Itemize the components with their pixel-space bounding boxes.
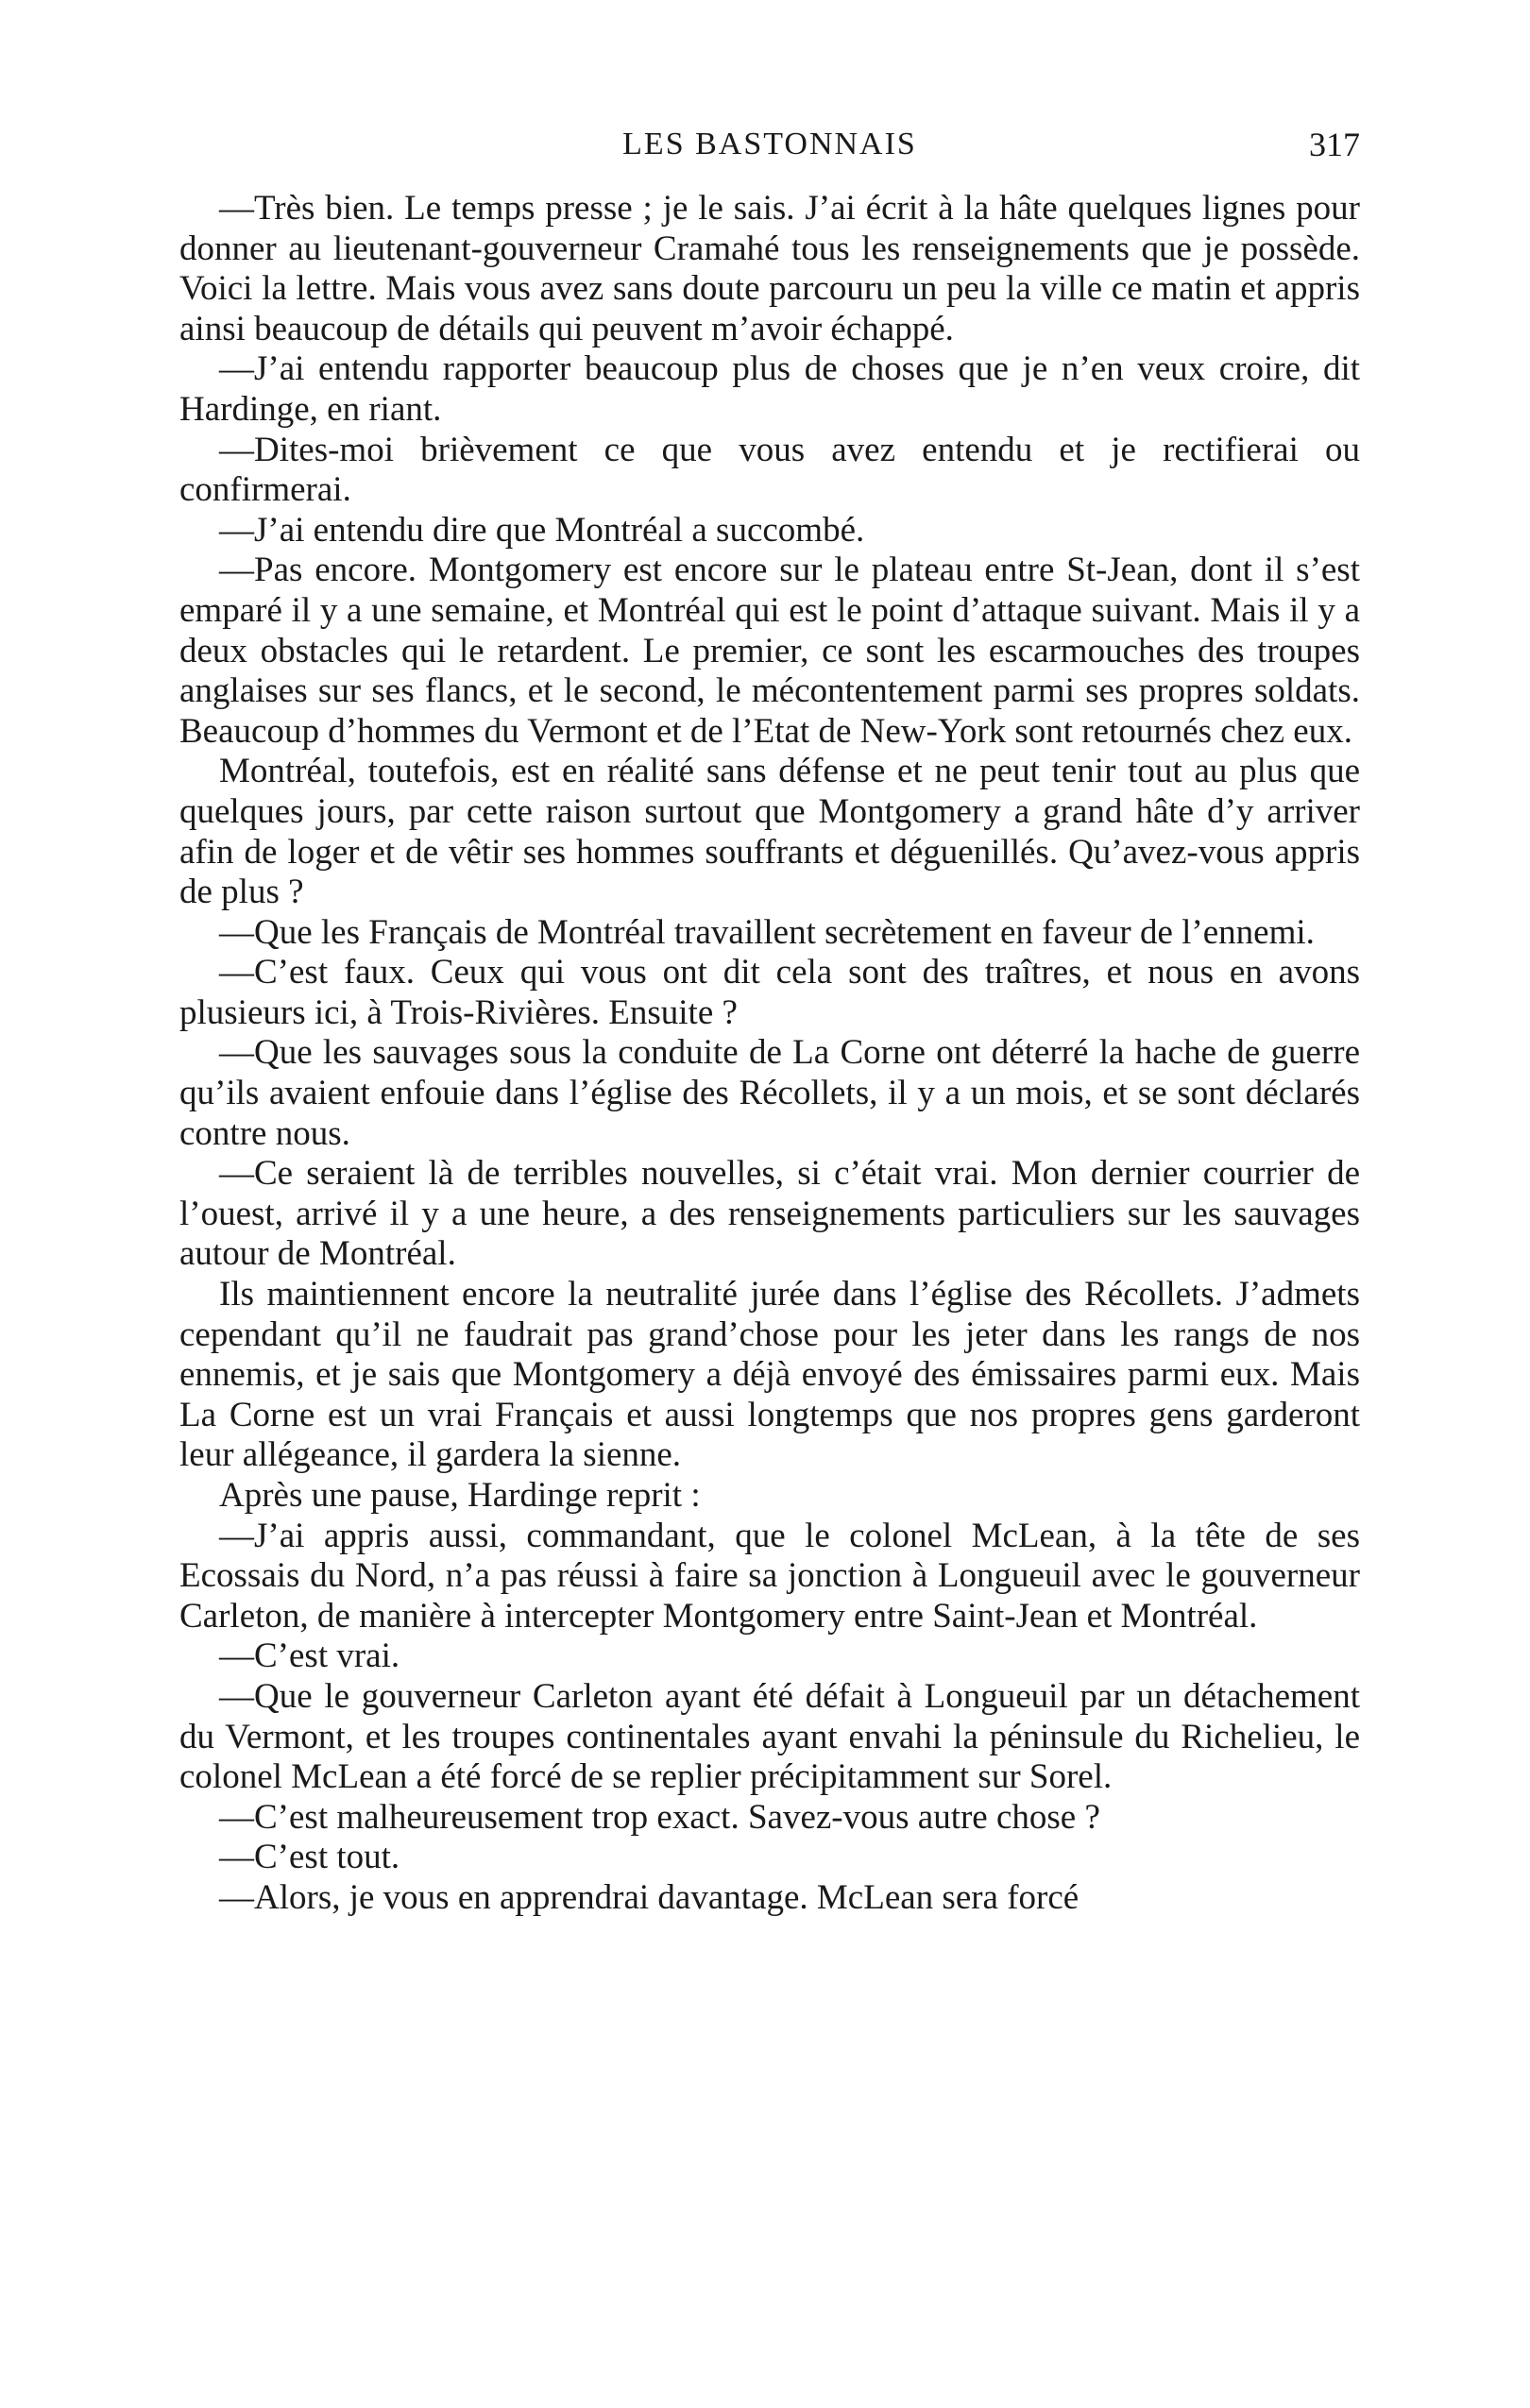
paragraph: Après une pause, Hardinge reprit :	[219, 1476, 701, 1515]
paragraph: —C’est vrai.	[219, 1636, 400, 1676]
paragraph: —Dites-moi brièvement ce que vous avez entendu et je rectifierai ou confirmerai.	[179, 430, 1360, 510]
paragraph: —J’ai appris aussi, commandant, que le colonel McLean, à la tête de ses Ecossais du Nord, n’a pas réussi à faire sa jonction à Longueuil avec le gouverneur Carleton, de manière à intercepter Montgomery entre Saint-Jean et Montréal.	[179, 1516, 1360, 1636]
paragraph: —Que les sauvages sous la conduite de La Corne ont déterré la hache de guerre qu’ils avaient enfouie dans l’église des Récollets, il y a un mois, et se sont déclarés contre nous.	[179, 1033, 1360, 1153]
paragraph: —Pas encore. Montgomery est encore sur le plateau entre St-Jean, dont il s’est emparé il y a une semaine, et Montréal qui est le point d’attaque suivant. Mais il y a deux obstacles qui le retardent. Le premier, ce sont les escarmouches des troupes anglaises sur ses flancs, et le second, le mécontentement parmi ses propres soldats. Beaucoup d’hommes du Vermont et de l’Etat de New-York sont retournés chez eux.	[179, 551, 1360, 751]
paragraph: —Très bien. Le temps presse ; je le sais. J’ai écrit à la hâte quelques lignes pour donner au lieutenant-gouverneur Cramahé tous les renseignements que je possède. Voici la lettre. Mais vous avez sans doute parcouru un peu la ville ce matin et appris ainsi beaucoup de détails qui peuvent m’avoir échappé.	[179, 189, 1360, 348]
paragraph: —J’ai entendu rapporter beaucoup plus de choses que je n’en veux croire, dit Hardinge, en riant.	[179, 349, 1360, 429]
paragraph: —Que les Français de Montréal travaillent secrètement en faveur de l’ennemi.	[219, 912, 1315, 952]
running-header	[179, 121, 1360, 168]
paragraph: —Alors, je vous en apprendrai davantage. McLean sera forcé	[219, 1877, 1080, 1917]
paragraph: —J’ai entendu dire que Montréal a succombé.	[219, 510, 865, 550]
paragraph: Montréal, toutefois, est en réalité sans défense et ne peut tenir tout au plus que quelques jours, par cette raison surtout que Montgomery a grand hâte d’y arriver afin de loger et de vêtir ses hommes souffrants et déguenillés. Qu’avez-vous appris de plus ?	[179, 752, 1360, 912]
paragraph: —Ce seraient là de terribles nouvelles, si c’était vrai. Mon dernier courrier de l’ouest, arrivé il y a une heure, a des renseignements particuliers sur les sauvages autour de Montréal.	[179, 1154, 1360, 1274]
body-text	[179, 189, 1360, 1919]
paragraph: —C’est malheureusement trop exact. Savez-vous autre chose ?	[219, 1797, 1100, 1837]
paragraph: Ils maintiennent encore la neutralité jurée dans l’église des Récollets. J’admets cependant qu’il ne faudrait pas grand’chose pour les jeter dans les rangs de nos ennemis, et je sais que Montgomery a déjà envoyé des émissaires parmi eux. Mais La Corne est un vrai Français et aussi longtemps que nos propres gens garderont leur allégeance, il gardera la sienne.	[179, 1275, 1360, 1475]
paragraph: —Que le gouverneur Carleton ayant été défait à Longueuil par un détachement du Vermont, et les troupes continentales ayant envahi la péninsule du Richelieu, le colonel McLean a été forcé de se replier précipitamment sur Sorel.	[179, 1676, 1360, 1797]
paragraph: —C’est faux. Ceux qui vous ont dit cela sont des traîtres, et nous en avons plusieurs ici, à Trois-Rivières. Ensuite ?	[179, 953, 1360, 1032]
page-number: 317	[1309, 126, 1360, 163]
paragraph: —C’est tout.	[219, 1838, 400, 1877]
running-title: LES BASTONNAIS	[622, 127, 917, 161]
